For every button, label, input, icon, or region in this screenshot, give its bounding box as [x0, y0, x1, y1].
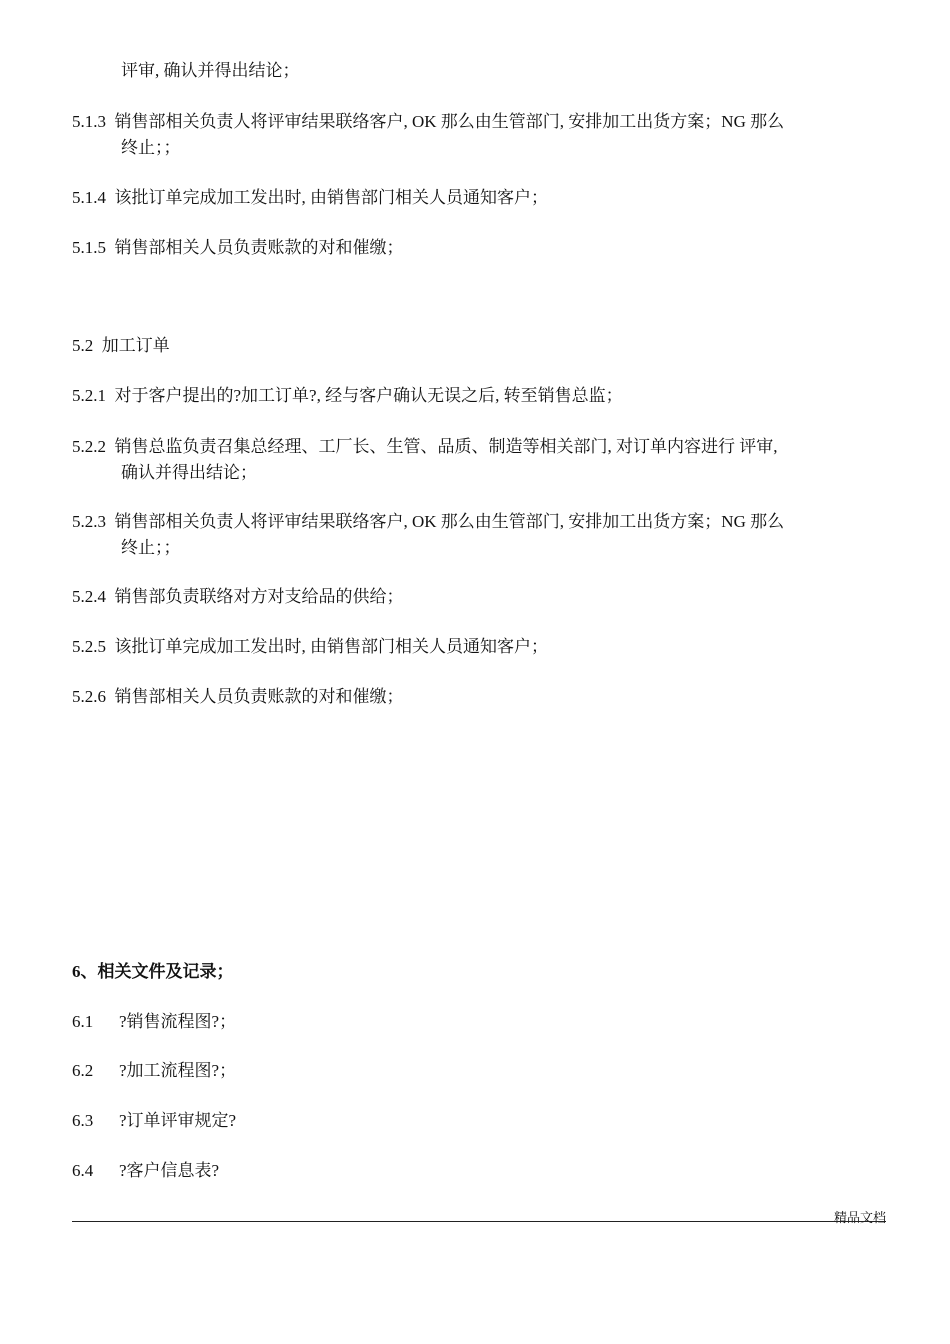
clause-5-2-4	[72, 586, 404, 608]
clause-text: 该批订单完成加工发出时, 由销售部门相关人员通知客户；	[114, 637, 548, 656]
item-number: 6.2	[72, 1061, 94, 1080]
clause-text-cont: 确认并得出结论；	[121, 463, 257, 482]
clause-5-2-2	[72, 436, 778, 458]
clause-number: 5.2	[72, 336, 94, 355]
clause-text-cont: 终止；；	[121, 538, 181, 557]
footer-label: 精品文档	[833, 1211, 886, 1226]
item-text: ?销售流程图?；	[119, 1012, 237, 1031]
item-number: 6.1	[72, 1012, 94, 1031]
clause-text: 销售总监负责召集总经理、工厂长、生管、品质、制造等相关部门, 对订单内容进行 评审,	[114, 437, 778, 456]
clause-5-2-3	[72, 511, 784, 533]
item-number: 6.3	[72, 1111, 94, 1130]
list-item-6-3	[72, 1110, 236, 1132]
clause-number: 5.2.2	[72, 437, 106, 456]
clause-number: 5.1.3	[72, 112, 106, 131]
clause-5-2-2-continuation	[121, 462, 257, 484]
clause-number: 5.1.4	[72, 188, 106, 207]
item-text: ?订单评审规定?	[119, 1111, 237, 1130]
clause-text: 销售部相关负责人将评审结果联络客户, OK 那么由生管部门, 安排加工出货方案；NG 那么	[114, 112, 785, 131]
item-text: ?客户信息表?	[119, 1161, 220, 1180]
clause-number: 5.1.5	[72, 238, 106, 257]
clause-text: 销售部相关负责人将评审结果联络客户, OK 那么由生管部门, 安排加工出货方案；NG 那么	[114, 512, 785, 531]
clause-5-1-5	[72, 237, 404, 259]
list-item-6-4	[72, 1160, 219, 1182]
section-5-2-heading	[72, 335, 170, 357]
clause-5-1-3-continuation	[121, 137, 181, 159]
item-number: 6.4	[72, 1161, 94, 1180]
clause-5-2-5	[72, 636, 548, 658]
paragraph-continuation	[121, 60, 300, 82]
clause-5-1-3	[72, 111, 784, 133]
clause-number: 5.2.4	[72, 587, 106, 606]
clause-text-cont: 终止；；	[121, 138, 181, 157]
clause-5-2-6	[72, 686, 404, 708]
footer-divider	[72, 1221, 886, 1222]
paragraph-text: 评审, 确认并得出结论；	[121, 61, 300, 80]
clause-5-2-3-continuation	[121, 537, 181, 559]
clause-5-2-1	[72, 385, 623, 407]
clause-number: 5.2.5	[72, 637, 106, 656]
item-text: ?加工流程图?；	[119, 1061, 237, 1080]
clause-text: 销售部负责联络对方对支给品的供给；	[114, 587, 404, 606]
clause-number: 5.2.3	[72, 512, 106, 531]
clause-5-1-4	[72, 187, 548, 209]
list-item-6-2	[72, 1060, 236, 1082]
clause-text: 该批订单完成加工发出时, 由销售部门相关人员通知客户；	[114, 188, 548, 207]
clause-text: 对于客户提出的?加工订单?, 经与客户确认无误之后, 转至销售总监；	[114, 386, 623, 405]
clause-text: 销售部相关人员负责账款的对和催缴；	[114, 238, 404, 257]
clause-number: 5.2.6	[72, 687, 106, 706]
section-6-heading: 6、相关文件及记录；	[72, 962, 234, 981]
list-item-6-1	[72, 1011, 236, 1033]
clause-text: 销售部相关人员负责账款的对和催缴；	[114, 687, 404, 706]
clause-number: 5.2.1	[72, 386, 106, 405]
clause-text: 加工订单	[101, 336, 170, 355]
